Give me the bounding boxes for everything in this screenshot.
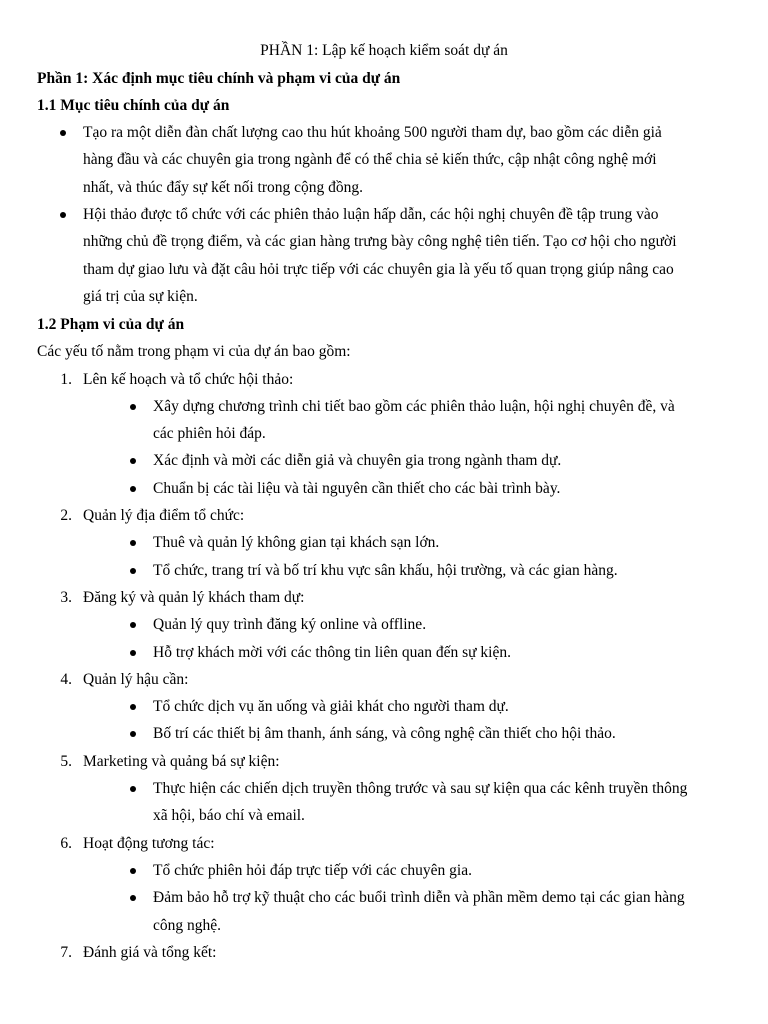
- scope-item-label: Đánh giá và tổng kết:: [83, 943, 217, 961]
- list-number: 3.: [60, 588, 72, 606]
- list-number: 6.: [60, 834, 72, 852]
- sub-item-text: các phiên hỏi đáp.: [153, 425, 266, 443]
- bullet-icon: [130, 786, 136, 792]
- sub-item-text: Xác định và mời các diễn giả và chuyên gia trong ngành tham dự.: [153, 452, 562, 470]
- part-heading: Phần 1: Xác định mục tiêu chính và phạm vi của dự án: [37, 70, 401, 87]
- sub-item-text: Tổ chức phiên hỏi đáp trực tiếp với các chuyên gia.: [153, 861, 472, 879]
- scope-item-label: Lên kế hoạch và tổ chức hội thảo:: [83, 370, 294, 388]
- list-item-text: giá trị của sự kiện.: [83, 287, 198, 305]
- list-item-text: hàng đầu và các chuyên gia trong ngành để có thể chia sẻ kiến thức, cập nhật công nghệ mới: [83, 151, 657, 169]
- scope-item-label: Hoạt động tương tác:: [83, 834, 215, 852]
- scope-item-label: Marketing và quảng bá sự kiện:: [83, 752, 280, 770]
- list-number: 2.: [60, 507, 72, 524]
- sub-item-text: Tổ chức, trang trí và bố trí khu vực sân khấu, hội trường, và các gian hàng.: [153, 561, 618, 579]
- bullet-icon: [130, 568, 136, 574]
- sub-item-text: Thực hiện các chiến dịch truyền thông trước và sau sự kiện qua các kênh truyền thông: [153, 780, 688, 797]
- bullet-icon: [130, 731, 136, 737]
- bullet-icon: [130, 868, 136, 874]
- sub-item-text: công nghệ.: [153, 916, 222, 934]
- list-item-text: những chủ đề trọng điểm, và các gian hàng trưng bày công nghệ tiên tiến. Tạo cơ hội cho người: [83, 233, 677, 251]
- list-item-text: Hội thảo được tổ chức với các phiên thảo luận hấp dẫn, các hội nghị chuyên đề tập trung vào: [83, 205, 659, 223]
- list-item-text: Tạo ra một diễn đàn chất lượng cao thu hút khoảng 500 người tham dự, bao gồm các diễn giả: [83, 124, 662, 141]
- bullet-icon: [130, 404, 136, 410]
- list-item-text: nhất, và thúc đẩy sự kết nối trong cộng đồng.: [83, 178, 364, 196]
- scope-item-label: Quản lý hậu cần:: [83, 670, 189, 688]
- bullet-icon: [130, 704, 136, 710]
- bullet-icon: [130, 540, 136, 546]
- section-1-2-heading: 1.2 Phạm vi của dự án: [37, 316, 185, 333]
- sub-item-text: Thuê và quản lý không gian tại khách sạn lớn.: [153, 534, 440, 552]
- bullet-icon: [130, 895, 136, 901]
- list-number: 7.: [60, 943, 72, 961]
- bullet-icon: [130, 486, 136, 492]
- sub-item-text: Quản lý quy trình đăng ký online và offline.: [153, 616, 427, 634]
- sub-item-text: Bố trí các thiết bị âm thanh, ánh sáng, và công nghệ cần thiết cho hội thảo.: [153, 725, 616, 743]
- list-item-text: tham dự giao lưu và đặt câu hỏi trực tiếp với các chuyên gia là yếu tố quan trọng giúp nâng cao: [83, 260, 674, 278]
- sub-item-text: Xây dựng chương trình chi tiết bao gồm các phiên thảo luận, hội nghị chuyên đề, và: [153, 397, 675, 415]
- sub-item-text: Đảm bảo hỗ trợ kỹ thuật cho các buổi trình diễn và phần mềm demo tại các gian hàng: [153, 889, 685, 907]
- scope-item-label: Đăng ký và quản lý khách tham dự:: [83, 588, 305, 606]
- list-number: 4.: [60, 670, 72, 688]
- sub-item-text: xã hội, báo chí và email.: [153, 807, 305, 825]
- sub-item-text: Chuẩn bị các tài liệu và tài nguyên cần thiết cho các bài trình bày.: [153, 479, 561, 497]
- sub-item-text: Tổ chức dịch vụ ăn uống và giải khát cho người tham dự.: [153, 698, 509, 716]
- document-title: PHẦN 1: Lập kế hoạch kiểm soát dự án: [260, 42, 508, 59]
- bullet-icon: [60, 130, 66, 136]
- section-1-1-heading: 1.1 Mục tiêu chính của dự án: [37, 97, 230, 114]
- bullet-icon: [130, 650, 136, 656]
- sub-item-text: Hỗ trợ khách mời với các thông tin liên quan đến sự kiện.: [153, 643, 511, 661]
- bullet-icon: [130, 622, 136, 628]
- bullet-icon: [60, 212, 66, 218]
- scope-intro: Các yếu tố nằm trong phạm vi của dự án bao gồm:: [37, 343, 351, 360]
- list-number: 1.: [60, 370, 72, 388]
- bullet-icon: [130, 458, 136, 464]
- list-number: 5.: [60, 752, 72, 770]
- scope-item-label: Quản lý địa điểm tổ chức:: [83, 507, 245, 524]
